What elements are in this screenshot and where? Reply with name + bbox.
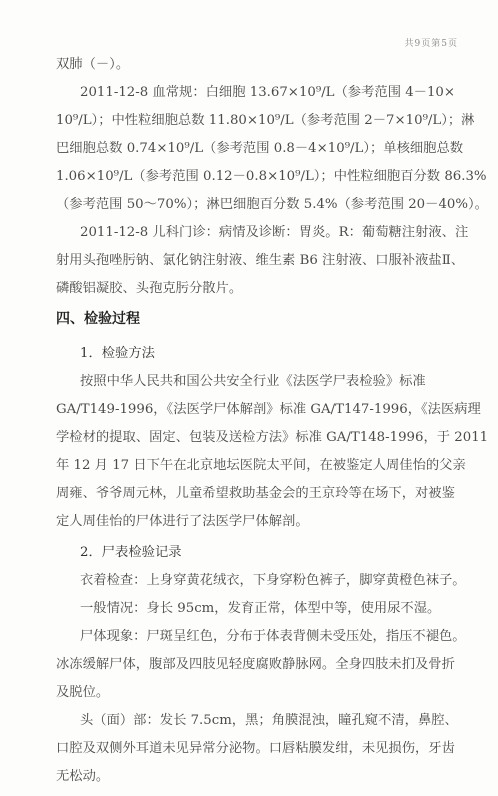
text-line: 无松动。 — [56, 769, 110, 784]
method-paragraph — [56, 373, 489, 530]
text-line: 磷酸铝凝胶、头孢克肟分散片。 — [56, 281, 243, 296]
text-line: 双肺（－）。 — [56, 57, 130, 72]
text-line: 衣着检查：上身穿黄花绒衣，下身穿粉色裤子，脚穿黄橙色袜子。 — [80, 573, 466, 588]
text-line: 10⁹/L）；中性粒细胞总数 11.80×10⁹/L（参考范围 2－7×10⁹/L）；淋 — [56, 113, 475, 128]
text-line: 周雍、爷爷周元林，儿童希望救助基金会的王京玲等在场下，对被鉴 — [56, 486, 455, 501]
text-line: 巴细胞总数 0.74×10⁹/L（参考范围 0.8－4×10⁹/L）；单核细胞总数 — [56, 141, 464, 156]
text-line: （参考范围 50～70%）；淋巴细胞百分数 5.4%（参考范围 20－40%）。 — [56, 197, 488, 212]
text-line: 头（面）部：发长 7.5cm，黑；角膜混浊，瞳孔窥不清，鼻腔、 — [80, 713, 458, 728]
section-heading: 四、检验过程 — [56, 311, 140, 327]
text-line: 一般情况：身长 95cm，发育正常，体型中等，使用尿不湿。 — [80, 601, 441, 616]
text-line: 冰冻缓解尸体，腹部及四肢见轻度腐败静脉网。全身四肢未扪及骨折 — [56, 657, 455, 672]
text-line: 2011-12-8 血常规：白细胞 13.67×10⁹/L（参考范围 4－10× — [80, 85, 456, 100]
text-line: 定人周佳怡的尸体进行了法医学尸体解剖。 — [56, 514, 309, 529]
exam-paragraph — [56, 572, 466, 785]
text-line: 按照中华人民共和国公共安全行业《法医学尸表检验》标准 — [80, 374, 426, 389]
text-line: 射用头孢唑肟钠、氯化钠注射液、维生素 B6 注射液、口服补液盐Ⅱ、 — [56, 253, 465, 268]
text-line: 学检材的提取、固定、包装及送检方法》标准 GA/T148-1996，于 2011 — [56, 430, 489, 445]
document-body — [56, 56, 489, 796]
text-line: 1.06×10⁹/L（参考范围 0.12－0.8×10⁹/L）；中性粒细胞百分数 86.3% — [56, 169, 487, 184]
text-line: 尸体现象：尸斑呈红色，分布于体表背侧未受压处，指压不褪色。 — [80, 629, 466, 644]
text-line: 及脱位。 — [56, 685, 110, 700]
text-line: 年 12 月 17 日下午在北京地坛医院太平间，在被鉴定人周佳怡的父亲 — [56, 458, 466, 473]
lab-results-block — [56, 56, 488, 297]
page-number: 共9页第5页 — [404, 39, 458, 49]
text-line: 口腔及双侧外耳道未见异常分泌物。口唇粘膜发绀，未见损伤，牙齿 — [56, 741, 455, 756]
exam-subheading: 2．尸表检验记录 — [80, 545, 182, 560]
text-line: GA/T149-1996，《法医学尸体解剖》标准 GA/T147-1996，《法医病理 — [56, 402, 481, 417]
method-subheading: 1．检验方法 — [80, 346, 155, 361]
text-line: 2011-12-8 儿科门诊：病情及诊断：胃炎。R：葡萄糖注射液、注 — [80, 225, 469, 240]
